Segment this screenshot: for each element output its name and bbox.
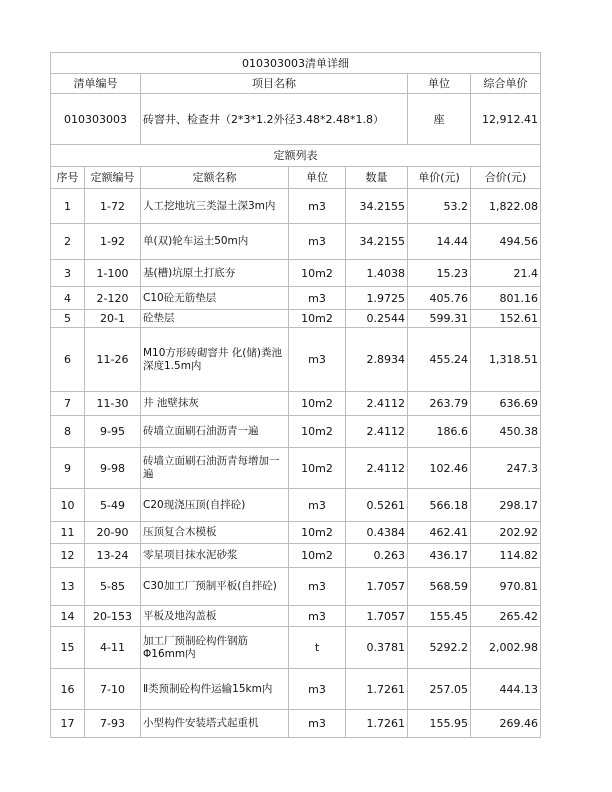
cell-seq: 13 — [51, 568, 85, 606]
table-row — [51, 328, 541, 392]
cell-qty: 1.7057 — [346, 606, 408, 627]
cell-unit: m3 — [289, 710, 346, 738]
cell-qty: 2.8934 — [346, 328, 408, 392]
cell-code: 13-24 — [85, 544, 141, 568]
cell-qty: 0.4384 — [346, 522, 408, 544]
cell-price: 436.17 — [408, 544, 471, 568]
cell-total: 1,822.08 — [471, 189, 541, 224]
table-row — [51, 287, 541, 310]
cell-qty: 34.2155 — [346, 224, 408, 260]
table-row — [51, 710, 541, 738]
col-code-header: 定额编号 — [85, 167, 141, 189]
cell-total: 970.81 — [471, 568, 541, 606]
cell-seq: 16 — [51, 669, 85, 710]
unit-value: 座 — [408, 94, 471, 145]
cell-seq: 14 — [51, 606, 85, 627]
cell-seq: 17 — [51, 710, 85, 738]
table-row — [51, 489, 541, 522]
cell-total: 450.38 — [471, 416, 541, 448]
cell-unit: m3 — [289, 287, 346, 310]
cell-price: 155.45 — [408, 606, 471, 627]
cell-price: 566.18 — [408, 489, 471, 522]
cell-total: 444.13 — [471, 669, 541, 710]
table-row — [51, 606, 541, 627]
col-qty-header: 数量 — [346, 167, 408, 189]
unit-price-header: 综合单价 — [471, 74, 541, 94]
cell-total: 636.69 — [471, 392, 541, 416]
cell-name: Ⅱ类预制砼构件运输15km内 — [141, 669, 289, 710]
col-seq-header: 序号 — [51, 167, 85, 189]
cell-total: 2,002.98 — [471, 627, 541, 669]
cell-unit: 10m2 — [289, 392, 346, 416]
cell-price: 186.6 — [408, 416, 471, 448]
cell-code: 1-72 — [85, 189, 141, 224]
cell-price: 155.95 — [408, 710, 471, 738]
cell-qty: 1.4038 — [346, 260, 408, 287]
table-row — [51, 448, 541, 489]
cell-total: 265.42 — [471, 606, 541, 627]
cell-name: 加工厂预制砼构件钢筋Φ16mm内 — [141, 627, 289, 669]
cell-name: 零星项目抹水泥砂浆 — [141, 544, 289, 568]
cell-price: 14.44 — [408, 224, 471, 260]
cell-code: 11-30 — [85, 392, 141, 416]
cell-qty: 0.5261 — [346, 489, 408, 522]
table-row — [51, 627, 541, 669]
quota-list-title: 定额列表 — [51, 145, 541, 167]
cell-seq: 6 — [51, 328, 85, 392]
table-row — [51, 224, 541, 260]
cell-name: C10砼无筋垫层 — [141, 287, 289, 310]
cell-seq: 1 — [51, 189, 85, 224]
col-price-header: 单价(元) — [408, 167, 471, 189]
cell-code: 5-49 — [85, 489, 141, 522]
cell-qty: 0.2544 — [346, 310, 408, 328]
cell-price: 568.59 — [408, 568, 471, 606]
cell-code: 2-120 — [85, 287, 141, 310]
bill-code-header: 清单编号 — [51, 74, 141, 94]
cell-unit: 10m2 — [289, 448, 346, 489]
cell-unit: m3 — [289, 606, 346, 627]
cell-price: 15.23 — [408, 260, 471, 287]
table-row — [51, 260, 541, 287]
project-name-value: 砖窨井、检查井（2*3*1.2外径3.48*2.48*1.8） — [141, 94, 408, 145]
cell-name: 小型构件安装塔式起重机 — [141, 710, 289, 738]
col-name-header: 定额名称 — [141, 167, 289, 189]
cell-unit: 10m2 — [289, 544, 346, 568]
cell-qty: 0.3781 — [346, 627, 408, 669]
cell-code: 1-100 — [85, 260, 141, 287]
cell-price: 53.2 — [408, 189, 471, 224]
cell-name: 平板及地沟盖板 — [141, 606, 289, 627]
cell-qty: 1.9725 — [346, 287, 408, 310]
cell-qty: 2.4112 — [346, 448, 408, 489]
cell-name: M10方形砖砌窨井 化(储)粪池深度1.5m内 — [141, 328, 289, 392]
cell-qty: 34.2155 — [346, 189, 408, 224]
bill-code-value: 010303003 — [51, 94, 141, 145]
cell-unit: m3 — [289, 489, 346, 522]
unit-header: 单位 — [408, 74, 471, 94]
table-title: 010303003清单详细 — [51, 53, 541, 74]
table-row — [51, 568, 541, 606]
col-unit-header: 单位 — [289, 167, 346, 189]
cell-total: 801.16 — [471, 287, 541, 310]
cell-seq: 3 — [51, 260, 85, 287]
cell-seq: 11 — [51, 522, 85, 544]
cell-unit: 10m2 — [289, 310, 346, 328]
cell-name: 砼垫层 — [141, 310, 289, 328]
cell-price: 405.76 — [408, 287, 471, 310]
table-row — [51, 522, 541, 544]
cell-code: 9-98 — [85, 448, 141, 489]
cell-seq: 10 — [51, 489, 85, 522]
cell-total: 152.61 — [471, 310, 541, 328]
cell-total: 494.56 — [471, 224, 541, 260]
cell-code: 7-10 — [85, 669, 141, 710]
table-row — [51, 392, 541, 416]
cell-total: 298.17 — [471, 489, 541, 522]
cell-seq: 12 — [51, 544, 85, 568]
cell-seq: 8 — [51, 416, 85, 448]
cell-qty: 2.4112 — [346, 416, 408, 448]
cell-unit: m3 — [289, 669, 346, 710]
cell-name: 单(双)轮车运土50m内 — [141, 224, 289, 260]
cell-code: 20-90 — [85, 522, 141, 544]
cell-code: 4-11 — [85, 627, 141, 669]
cell-code: 9-95 — [85, 416, 141, 448]
cell-code: 20-1 — [85, 310, 141, 328]
cell-qty: 1.7057 — [346, 568, 408, 606]
table-row — [51, 669, 541, 710]
cell-name: C20现浇压顶(自拌砼) — [141, 489, 289, 522]
unit-price-value: 12,912.41 — [471, 94, 541, 145]
table-row — [51, 544, 541, 568]
cell-name: 基(槽)坑原土打底夯 — [141, 260, 289, 287]
cell-seq: 9 — [51, 448, 85, 489]
cell-unit: m3 — [289, 328, 346, 392]
cell-qty: 2.4112 — [346, 392, 408, 416]
cell-unit: m3 — [289, 224, 346, 260]
cell-seq: 15 — [51, 627, 85, 669]
cell-seq: 4 — [51, 287, 85, 310]
cell-seq: 5 — [51, 310, 85, 328]
cell-qty: 0.263 — [346, 544, 408, 568]
cell-unit: 10m2 — [289, 416, 346, 448]
cell-unit: m3 — [289, 189, 346, 224]
cell-unit: 10m2 — [289, 522, 346, 544]
cell-price: 455.24 — [408, 328, 471, 392]
cell-price: 5292.2 — [408, 627, 471, 669]
cell-seq: 7 — [51, 392, 85, 416]
cell-price: 102.46 — [408, 448, 471, 489]
cell-code: 7-93 — [85, 710, 141, 738]
cell-name: 砖墙立面刷石油沥青一遍 — [141, 416, 289, 448]
project-name-header: 项目名称 — [141, 74, 408, 94]
col-total-header: 合价(元) — [471, 167, 541, 189]
table-row — [51, 310, 541, 328]
cell-qty: 1.7261 — [346, 669, 408, 710]
cell-code: 11-26 — [85, 328, 141, 392]
cell-price: 599.31 — [408, 310, 471, 328]
cell-total: 269.46 — [471, 710, 541, 738]
cell-total: 21.4 — [471, 260, 541, 287]
cell-qty: 1.7261 — [346, 710, 408, 738]
cell-price: 257.05 — [408, 669, 471, 710]
cell-seq: 2 — [51, 224, 85, 260]
cell-total: 247.3 — [471, 448, 541, 489]
cell-code: 20-153 — [85, 606, 141, 627]
cell-code: 5-85 — [85, 568, 141, 606]
bill-detail-table — [50, 52, 541, 738]
cell-price: 263.79 — [408, 392, 471, 416]
cell-unit: m3 — [289, 568, 346, 606]
cell-price: 462.41 — [408, 522, 471, 544]
cell-name: 压顶复合木模板 — [141, 522, 289, 544]
table-row — [51, 189, 541, 224]
table-row — [51, 416, 541, 448]
cell-unit: 10m2 — [289, 260, 346, 287]
cell-name: 人工挖地坑三类湿土深3m内 — [141, 189, 289, 224]
cell-name: 砖墙立面刷石油沥青每增加一遍 — [141, 448, 289, 489]
cell-total: 1,318.51 — [471, 328, 541, 392]
cell-total: 114.82 — [471, 544, 541, 568]
cell-total: 202.92 — [471, 522, 541, 544]
cell-code: 1-92 — [85, 224, 141, 260]
cell-name: C30加工厂预制平板(自拌砼) — [141, 568, 289, 606]
cell-name: 井 池壁抹灰 — [141, 392, 289, 416]
cell-unit: t — [289, 627, 346, 669]
